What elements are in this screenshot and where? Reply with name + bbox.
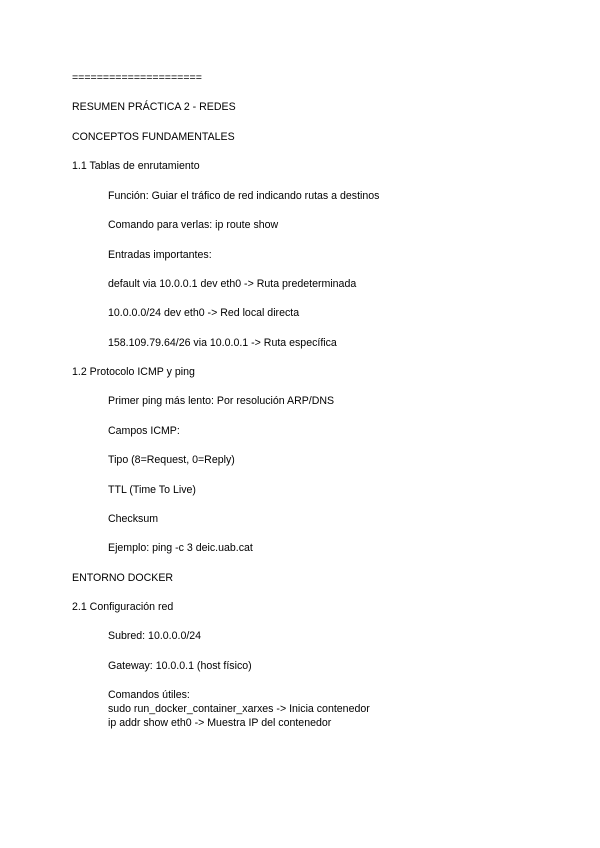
list-item: 10.0.0.0/24 dev eth0 -> Red local directa [108, 307, 300, 319]
list-item: Función: Guiar el tráfico de red indicando rutas a destinos [108, 190, 380, 202]
list-item: TTL (Time To Live) [108, 484, 196, 496]
list-item: Primer ping más lento: Por resolución ARP/DNS [108, 395, 335, 407]
subsection-heading: 2.1 Configuración red [72, 601, 174, 613]
subsection-heading: 1.1 Tablas de enrutamiento [72, 160, 200, 172]
commands-label: Comandos útiles: [108, 689, 190, 701]
section-heading: CONCEPTOS FUNDAMENTALES [72, 131, 235, 143]
list-item: Tipo (8=Request, 0=Reply) [108, 454, 235, 466]
list-item: 158.109.79.64/26 via 10.0.0.1 -> Ruta específica [108, 337, 337, 349]
list-item: Campos ICMP: [108, 425, 180, 437]
document-title: RESUMEN PRÁCTICA 2 - REDES [72, 101, 236, 113]
subsection-heading: 1.2 Protocolo ICMP y ping [72, 366, 195, 378]
list-item: Entradas importantes: [108, 249, 212, 261]
list-item: default via 10.0.0.1 dev eth0 -> Ruta predeterminada [108, 278, 357, 290]
list-item: Checksum [108, 513, 159, 525]
list-item: Subred: 10.0.0.0/24 [108, 630, 202, 642]
list-item: Comando para verlas: ip route show [108, 219, 279, 231]
separator-line: ===================== [72, 72, 202, 84]
list-item: Ejemplo: ping -c 3 deic.uab.cat [108, 542, 253, 554]
command-line: ip addr show eth0 -> Muestra IP del contenedor [108, 717, 332, 729]
list-item: Gateway: 10.0.0.1 (host físico) [108, 660, 252, 672]
command-line: sudo run_docker_container_xarxes -> Inicia contenedor [108, 703, 370, 715]
section-heading: ENTORNO DOCKER [72, 572, 174, 584]
